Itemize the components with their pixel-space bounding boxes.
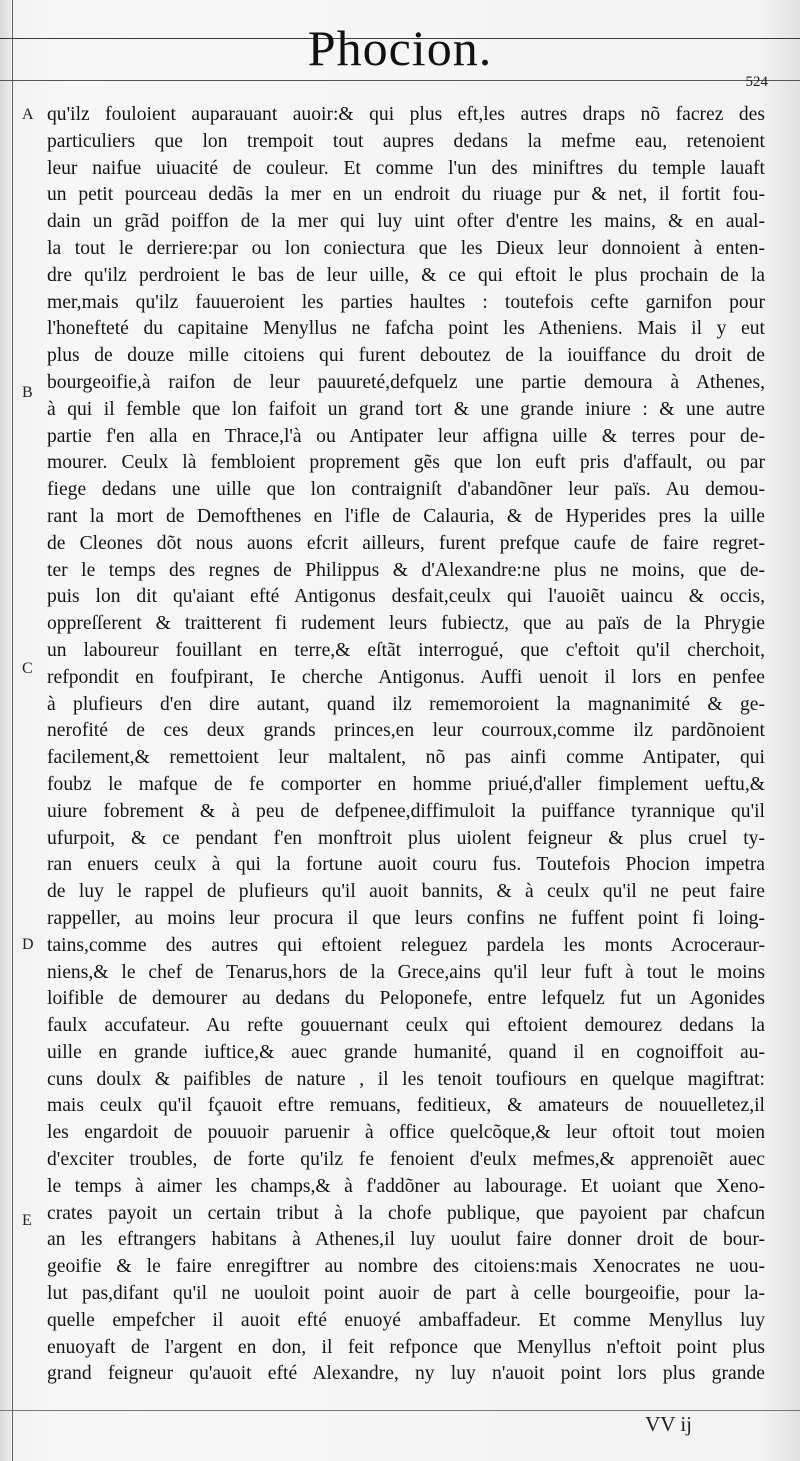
text-line: ter le temps des regnes de Philippus & d'Alexandre:ne plus ne moins, que de-: [47, 559, 765, 581]
text-line: tains,comme des autres qui eftoient releguez pardela les monts Acroceraur-: [47, 934, 765, 956]
text-line: de Cleones dõt nous auons efcrit ailleurs, furent prefque caufe de faire regret-: [47, 532, 765, 554]
text-line: dre qu'ilz perdroient le bas de leur uille, & ce qui eftoit le plus prochain de la: [47, 264, 765, 286]
text-line: dain un grãd poiffon de la mer qui luy uint ofter d'entre les mains, & en aual-: [47, 211, 765, 233]
page-number: 524: [745, 74, 768, 90]
text-line: uiure fobrement & à peu de defpenee,diffimuloit la puiffance tyrannique qu'il: [47, 800, 765, 822]
text-line: ufurpoit, & ce pendant f'en monftroit plus uiolent feigneur & plus cruel ty-: [47, 827, 765, 849]
text-line: rappeller, au moins leur procura il que leurs confins ne fuffent point fi loing-: [47, 907, 765, 929]
text-line: uille en grande iuftice,& auec grande humanité, quand il en cognoiffoit au-: [47, 1041, 765, 1063]
text-line: rant la mort de Demofthenes en l'ifle de Calauria, & de Hyperides pres la uille: [47, 505, 765, 527]
body-text: [47, 102, 765, 1388]
text-line: grand feigneur qu'auoit efté Alexandre, ny luy n'auoit point lors plus grande: [47, 1363, 765, 1385]
margin-letter-e: E: [22, 1212, 32, 1229]
text-line: d'exciter troubles, de forte qu'ilz fe fenoient d'eulx mefmes,& apprenoiẽt auec: [47, 1149, 765, 1171]
text-line: l'honefteté du capitaine Menyllus ne fafcha point les Atheniens. Mais il y eut: [47, 318, 765, 340]
text-line: faulx accufateur. Au refte gouuernant ceulx qui eftoient demourez dedans la: [47, 1015, 765, 1037]
signature-mark: VV ij: [645, 1412, 692, 1436]
text-line: partie f'en alla en Thrace,l'à ou Antipater leur affigna uille & terres pour de-: [47, 425, 765, 447]
text-line: enuoyaft de l'argent en don, il feit refponce que Menyllus n'eftoit point plus: [47, 1336, 765, 1358]
text-line: nerofité de ces deux grands princes,en leur courroux,comme ilz pardõnoient: [47, 720, 765, 742]
text-line: particuliers que lon trempoit tout aupres dedans la mefme eau, retenoient: [47, 130, 765, 152]
text-line: un petit pourceau dedãs la mer en un endroit du riuage pur & net, il fortit fou-: [47, 184, 765, 206]
text-line: le temps à aimer les champs,& à f'addõner au labourage. Et uoiant que Xeno-: [47, 1175, 765, 1197]
text-line: puis lon dit qu'aiant efté Antigonus desfait,ceulx qui l'auoiẽt uaincu & occis,: [47, 586, 765, 608]
text-line: à plufieurs d'en dire autant, quand ilz rememoroient la magnanimité & ge-: [47, 693, 765, 715]
text-line: facilement,& remettoient leur maltalent, nõ pas ainfi comme Antipater, qui: [47, 747, 765, 769]
margin-letter-c: C: [22, 660, 33, 677]
text-line: un laboureur fouillant en terre,& eſtãt interrogué, que c'eftoit qu'il cherchoit,: [47, 639, 765, 661]
text-line: lut pas,difant qu'il ne uouloit point auoir de part à celle bourgeoifie, pour la-: [47, 1283, 765, 1305]
text-line: ran enuers ceulx à qui la fortune auoit couru fus. Toutefois Phocion impetra: [47, 854, 765, 876]
margin-letter-d: D: [22, 936, 34, 953]
text-line: refpondit en foufpirant, Ie cherche Antigonus. Auffi uenoit il lors en penfee: [47, 666, 765, 688]
text-line: cuns doulx & paifibles de nature , il les tenoit toufiours en quelque magiftrat:: [47, 1068, 765, 1090]
text-line: la tout le derriere:par ou lon coniectura que les Dieux leur donnoient à enten-: [47, 237, 765, 259]
header-underline: [0, 80, 800, 81]
margin-letter-a: A: [22, 106, 34, 123]
gutter-edge: [12, 0, 13, 1461]
text-line: les engardoit de pouuoir paruenir à office quelcõque,& leur oftoit tout moien: [47, 1122, 765, 1144]
text-line: leur naifue uiuacité de couleur. Et comme l'un des miniftres du temple lauaft: [47, 157, 765, 179]
margin-letter-b: B: [22, 384, 33, 401]
text-line: fiege dedans une uille que lon contraigniſt d'abandõner leur païs. Au demou-: [47, 479, 765, 501]
text-line: de luy le rappel de plufieurs qu'il auoit bannits, & à ceulx qu'il ne peut faire: [47, 881, 765, 903]
text-line: qu'ilz fouloient auparauant auoir:& qui plus eft,les autres draps nõ facrez des: [47, 104, 765, 125]
text-line: plus de douze mille citoiens qui furent deboutez de la iouiffance du droit de: [47, 345, 765, 367]
text-line: bourgeoifie,à raifon de leur pauureté,defquelz une partie demoura à Athenes,: [47, 371, 765, 393]
text-line: mer,mais qu'ilz fauueroient les parties haultes : toutefois cefte garnifon pour: [47, 291, 765, 313]
running-head-title: Phocion.: [307, 20, 493, 76]
footer-rule: [0, 1410, 800, 1411]
text-line: oppreſſerent & traitterent fi rudement leurs fubiectz, que au païs de la Phrygie: [47, 613, 765, 635]
text-line: à qui il femble que lon faifoit un grand tort & une grande iniure : & une autre: [47, 398, 765, 420]
text-line: niens,& le chef de Tenarus,hors de la Grece,ains qu'il leur fuft à tout le moins: [47, 961, 765, 983]
text-line: foubz le mafque de fe comporter en homme priué,d'aller fimplement ueftu,&: [47, 773, 765, 795]
text-line: mais ceulx qu'il fçauoit eftre remuans, feditieux, & amateurs de nouuelletez,il: [47, 1095, 765, 1117]
text-line: quelle empefcher il auoit efté enuoyé ambaffadeur. Et comme Menyllus luy: [47, 1309, 765, 1331]
text-line: an les eftrangers habitans à Athenes,il luy uoulut faire donner droit de bour-: [47, 1229, 765, 1251]
text-line: geoifie & le faire enregiftrer au nombre des citoiens:mais Xenocrates ne uou-: [47, 1256, 765, 1278]
text-line: loifible de demourer au dedans du Peloponefe, entre lefquelz fut un Agonides: [47, 988, 765, 1010]
text-line: crates payoit un certain tribut à la chofe publique, que payoient par chafcun: [47, 1202, 765, 1224]
text-line: mourer. Ceulx là fembloient proprement gẽs que lon euft pris d'affault, ou par: [47, 452, 765, 474]
